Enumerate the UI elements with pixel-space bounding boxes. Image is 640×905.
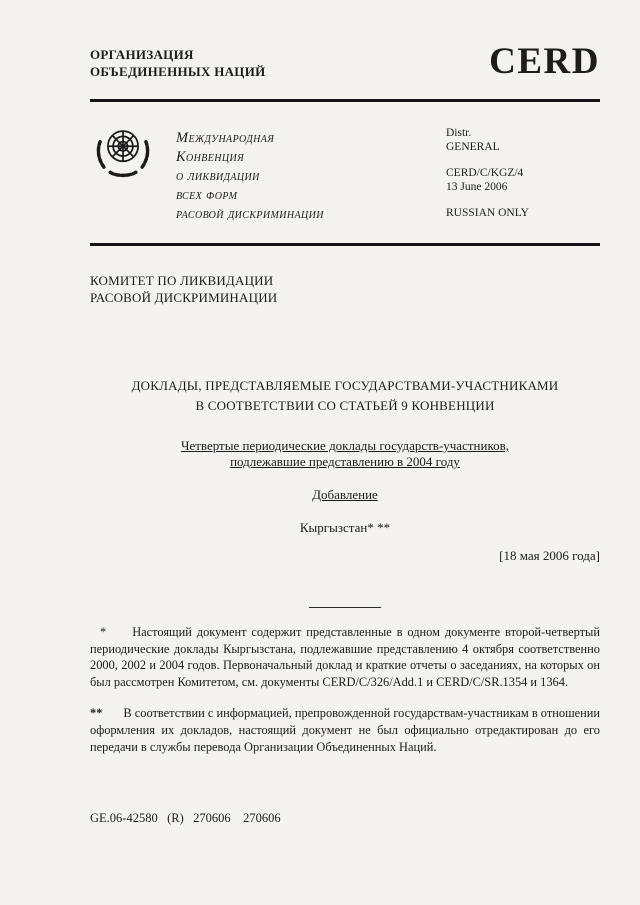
- divider-bottom: [90, 243, 600, 246]
- convention-title-line: Международная: [176, 130, 275, 146]
- distr-label: Distr.: [446, 127, 472, 139]
- document-header: [90, 41, 600, 82]
- convention-title-line: Конвенция: [176, 149, 245, 165]
- country-name: Кыргызстан* **: [299, 520, 391, 535]
- committee-name-line1: КОМИТЕТ ПО ЛИКВИДАЦИИ: [90, 273, 274, 288]
- document-footer-code: GE.06-42580 (R) 270606 270606: [90, 811, 281, 826]
- footnote-first-text: Настоящий документ содержит представленные в одном документе второй-четвертый периодические доклады Кыргызстана, подлежавшие представлению 4 октября соответственно 2000, 2002 и 2004 годов. Первоначальный доклад и краткие отчеты о заседаниях, на которых он был рассмотрен Комитетом, см. документы CERD/C/326/Add.1 и CERD/C/SR.1354 и 1364.: [90, 625, 600, 689]
- divider-top: [90, 99, 600, 102]
- title-block: [90, 376, 600, 564]
- convention-title-line: о ликвидации: [176, 168, 260, 184]
- convention-title-line: расовой дискриминации: [176, 206, 324, 222]
- doc-reference: CERD/C/KGZ/4: [446, 167, 524, 179]
- footnote-first-marker: *: [100, 625, 107, 639]
- doc-date: 13 June 2006: [446, 180, 508, 193]
- org-name: [90, 46, 266, 80]
- distr-value: GENERAL: [446, 140, 500, 153]
- un-emblem-icon: [94, 123, 152, 181]
- convention-title: [176, 129, 324, 224]
- addendum-heading: Добавление: [312, 487, 378, 502]
- distribution-block: [446, 127, 529, 221]
- footnote-second: [90, 705, 600, 755]
- document-subtitle-line1: Четвертые периодические доклады государств-участников,: [181, 438, 509, 453]
- document-title: [90, 376, 600, 416]
- footnote-second-text: В соответствии с информацией, препровожденной государствам-участникам в отношении оформления их докладов, настоящий документ не был официально отредактирован до его передачи в службы перевода Организации Объединенных Наций.: [90, 706, 600, 754]
- committee-name: [90, 272, 600, 306]
- doc-language: RUSSIAN ONLY: [446, 207, 529, 219]
- footnote-first: [90, 624, 600, 690]
- org-name-line2: ОБЪЕДИНЕННЫХ НАЦИЙ: [90, 64, 266, 79]
- spacer: [446, 154, 529, 167]
- footnote-second-marker: **: [90, 706, 103, 721]
- footnote-separator: [309, 607, 381, 608]
- org-name-line1: ОРГАНИЗАЦИЯ: [90, 47, 194, 62]
- spacer: [446, 194, 529, 207]
- masthead: [90, 123, 600, 227]
- submission-date: [18 мая 2006 года]: [499, 548, 600, 563]
- convention-title-line: всех форм: [176, 187, 238, 203]
- document-title-line2: В СООТВЕТСТВИИ СО СТАТЬЕЙ 9 КОНВЕНЦИИ: [195, 398, 495, 413]
- doc-symbol: CERD: [489, 41, 600, 82]
- committee-name-line2: РАСОВОЙ ДИСКРИМИНАЦИИ: [90, 290, 278, 305]
- document-subtitle-line2: подлежавшие представлению в 2004 году: [230, 454, 460, 469]
- footnotes: [90, 624, 600, 755]
- document-title-line1: ДОКЛАДЫ, ПРЕДСТАВЛЯЕМЫЕ ГОСУДАРСТВАМИ-УЧАСТНИКАМИ: [131, 378, 559, 393]
